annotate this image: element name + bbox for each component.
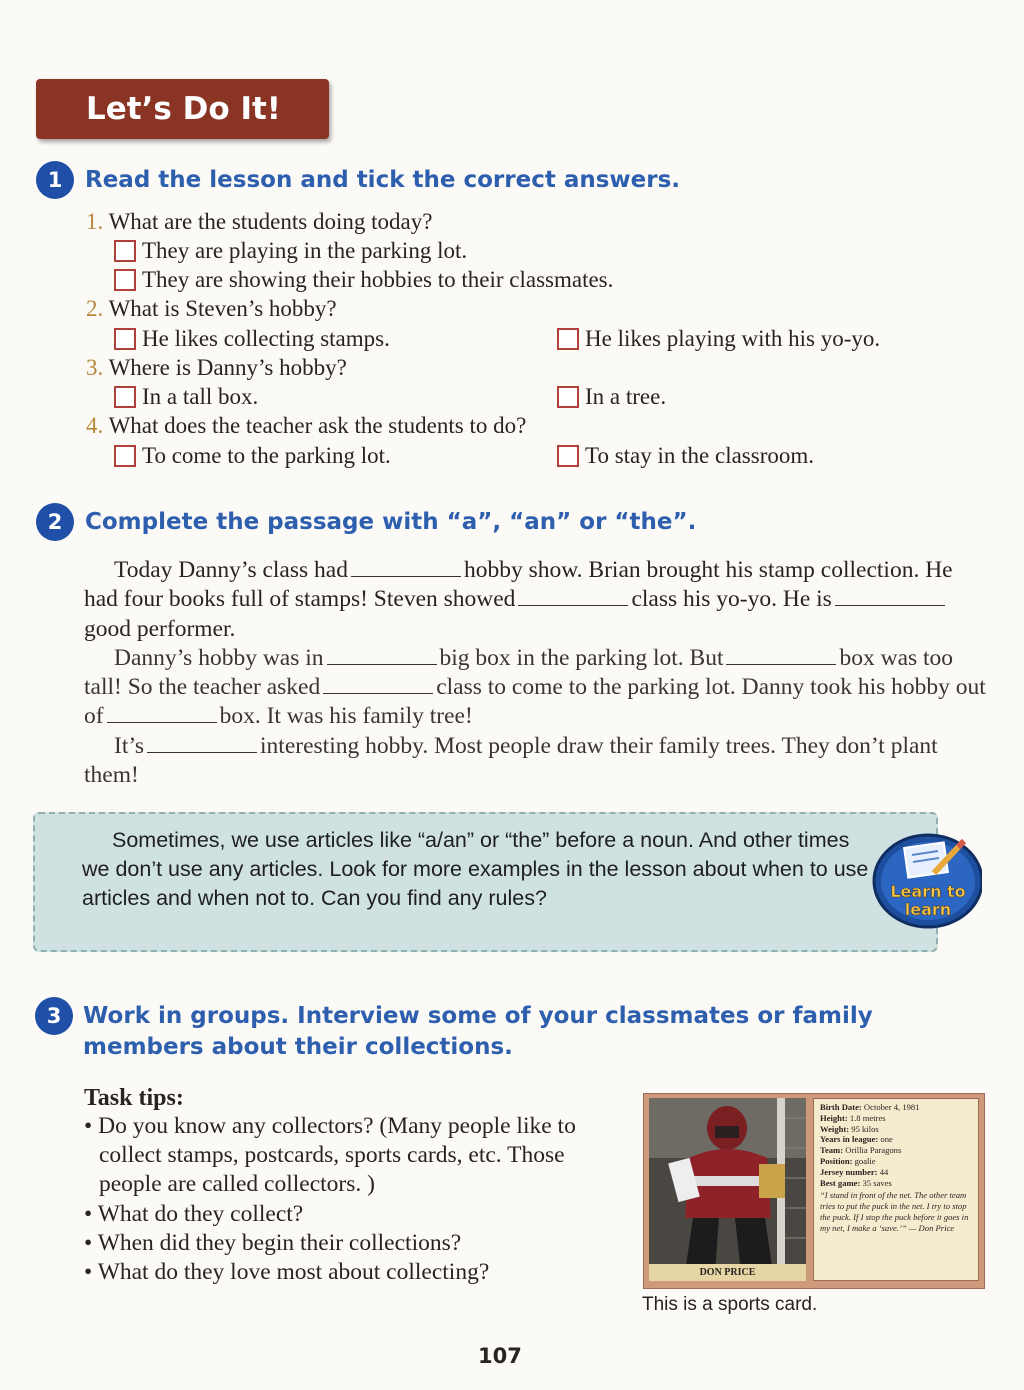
- section-2-heading: Complete the passage with “a”, “an” or “the”.: [85, 509, 697, 535]
- answer-blank[interactable]: [327, 646, 437, 665]
- option-text: To stay in the classroom.: [585, 443, 814, 468]
- tick-checkbox[interactable]: [114, 445, 136, 467]
- answer-blank[interactable]: [107, 704, 217, 723]
- passage-paragraph: [84, 732, 989, 791]
- answer-option[interactable]: [557, 441, 814, 470]
- section-3-number: 3: [35, 997, 73, 1035]
- list-item: • What do they love most about collecting?: [84, 1259, 490, 1286]
- learning-tip-text: [82, 826, 872, 913]
- section-3-heading-line-1: Work in groups. Interview some of your classmates or family: [83, 1003, 873, 1029]
- passage-text: box was too tall! So the teacher asked: [84, 644, 954, 701]
- question-text: What is Steven’s hobby?: [108, 296, 337, 321]
- answer-blank[interactable]: [726, 646, 836, 665]
- answer-option[interactable]: [557, 382, 666, 411]
- question-text: What are the students doing today?: [108, 209, 433, 234]
- passage-text: big box in the parking lot. But: [439, 644, 724, 671]
- tip-text: What do they collect?: [97, 1200, 304, 1227]
- stat-key: Weight:: [820, 1123, 850, 1134]
- tick-checkbox[interactable]: [557, 445, 579, 467]
- option-text: He likes playing with his yo-yo.: [585, 326, 881, 351]
- list-item: • When did they begin their collections?: [84, 1229, 462, 1256]
- stat-value: 95 kilos: [851, 1123, 879, 1134]
- stat-value: 35 saves: [862, 1177, 892, 1188]
- hockey-player-photo: [649, 1098, 806, 1281]
- tip-text: When did they begin their collections?: [97, 1229, 462, 1256]
- answer-blank[interactable]: [518, 587, 628, 606]
- tick-checkbox[interactable]: [557, 328, 579, 350]
- question-4: [86, 411, 526, 440]
- tick-checkbox[interactable]: [114, 240, 136, 262]
- tip-text: What do they love most about collecting?: [97, 1259, 490, 1286]
- stat-key: Position:: [820, 1155, 853, 1166]
- tip-text: Do you know any collectors? (Many people like to collect stamps, postcards, sports cards, etc. Those people are called collectors. ): [98, 1113, 576, 1198]
- task-tips-list: [84, 1112, 624, 1287]
- passage-text: box. It was his family tree!: [219, 703, 473, 730]
- passage-text: interesting hobby. Most people draw their family trees. They don’t plant them!: [84, 732, 938, 789]
- option-text: In a tree.: [585, 384, 667, 409]
- stat-key: Best game:: [820, 1177, 861, 1188]
- passage-text: good performer.: [84, 615, 236, 642]
- stat-row: [820, 1134, 972, 1145]
- stat-key: Birth Date:: [820, 1102, 862, 1112]
- tick-checkbox[interactable]: [114, 386, 136, 408]
- question-text: Where is Danny’s hobby?: [108, 355, 347, 380]
- answer-blank[interactable]: [835, 587, 945, 606]
- list-item: • What do they collect?: [84, 1200, 304, 1227]
- passage-text: class to come to the parking lot. Danny took his hobby out of: [84, 674, 986, 730]
- card-player-name: DON PRICE: [649, 1264, 806, 1281]
- question-number: 4.: [86, 413, 104, 438]
- stat-value: 44: [879, 1166, 889, 1177]
- badge-line-2: learn: [904, 900, 952, 919]
- stat-key: Team:: [820, 1145, 844, 1156]
- section-2-number: 2: [36, 503, 74, 541]
- stat-row: [820, 1145, 972, 1156]
- passage-text: Today Danny’s class had: [114, 557, 348, 583]
- option-text: To come to the parking lot.: [142, 443, 391, 468]
- answer-option[interactable]: [114, 324, 390, 353]
- stat-value: October 4, 1981: [863, 1102, 920, 1112]
- stat-row: [820, 1156, 972, 1167]
- answer-option[interactable]: [114, 236, 467, 265]
- question-number: 2.: [86, 296, 104, 321]
- answer-blank[interactable]: [351, 558, 461, 577]
- badge-line-1: Learn to: [890, 882, 966, 901]
- tick-checkbox[interactable]: [557, 386, 579, 408]
- passage-text: hobby show. Brian brought his stamp collection. He had four books full of stamps! Steven showed: [84, 557, 953, 613]
- question-text: What does the teacher ask the students to do?: [108, 413, 527, 438]
- option-text: They are playing in the parking lot.: [142, 238, 468, 263]
- section-1-heading: Read the lesson and tick the correct answers.: [85, 167, 681, 193]
- answer-blank[interactable]: [147, 734, 257, 753]
- answer-option[interactable]: [114, 265, 613, 294]
- stat-row: [820, 1178, 972, 1189]
- stat-row: [820, 1113, 972, 1124]
- task-tips-title: Task tips:: [84, 1085, 184, 1111]
- tick-checkbox[interactable]: [114, 269, 136, 291]
- passage-text: class his yo-yo. He is: [631, 586, 832, 613]
- passage-paragraph: [84, 644, 989, 732]
- answer-blank[interactable]: [323, 675, 433, 694]
- passage-paragraph: [84, 556, 989, 644]
- option-text: They are showing their hobbies to their classmates.: [142, 267, 614, 292]
- stat-value: one: [880, 1134, 893, 1145]
- stat-row: [820, 1124, 972, 1135]
- question-number: 3.: [86, 355, 104, 380]
- stat-value: Orillia Paragons: [845, 1145, 902, 1156]
- tick-checkbox[interactable]: [114, 328, 136, 350]
- hockey-goalie-icon: [649, 1098, 806, 1281]
- stat-key: Years in league:: [820, 1134, 879, 1145]
- stat-value: 1.8 metres: [849, 1112, 886, 1123]
- answer-option[interactable]: [557, 324, 880, 353]
- option-text: In a tall box.: [142, 384, 259, 409]
- card-caption: This is a sports card.: [642, 1294, 818, 1315]
- question-3: [86, 353, 347, 382]
- learn-to-learn-badge: [872, 831, 982, 929]
- stat-row: [820, 1102, 972, 1113]
- question-1: [86, 207, 432, 236]
- tip-paragraph: Sometimes, we use articles like “a/an” or “the” before a noun. And other times we don’t use any articles. Look for more examples in the lesson about when to use articles and when not to. Can you find any rules?: [82, 828, 869, 910]
- question-number: 1.: [86, 209, 104, 234]
- stat-key: Jersey number:: [820, 1166, 878, 1177]
- learn-to-learn-icon: [872, 831, 982, 929]
- passage-text: It’s: [114, 732, 145, 759]
- stat-row: [820, 1167, 972, 1178]
- section-1-number: 1: [36, 161, 74, 199]
- page-number: 107: [478, 1344, 522, 1368]
- passage-text: Danny’s hobby was in: [114, 644, 324, 671]
- option-text: He likes collecting stamps.: [142, 326, 390, 351]
- fill-in-passage: [84, 556, 989, 790]
- list-item: • Do you know any collectors? (Many people like to collect stamps, postcards, sports cards, etc. Those people are called collectors. ): [84, 1113, 576, 1198]
- stat-value: goalie: [854, 1155, 876, 1166]
- question-2: [86, 294, 337, 323]
- answer-option[interactable]: [114, 382, 258, 411]
- stat-key: Height:: [820, 1112, 848, 1123]
- section-3-heading-line-2: members about their collections.: [83, 1034, 513, 1060]
- card-quote: “I stand in front of the net. The other team tries to put the puck in the net. I try to stop the puck. If I stop the puck before it goes in my net, I make a ‘save.’” — Don Price: [820, 1190, 969, 1233]
- lets-do-it-banner: Let’s Do It!: [36, 79, 329, 139]
- answer-option[interactable]: [114, 441, 391, 470]
- card-stats-panel: [813, 1098, 979, 1281]
